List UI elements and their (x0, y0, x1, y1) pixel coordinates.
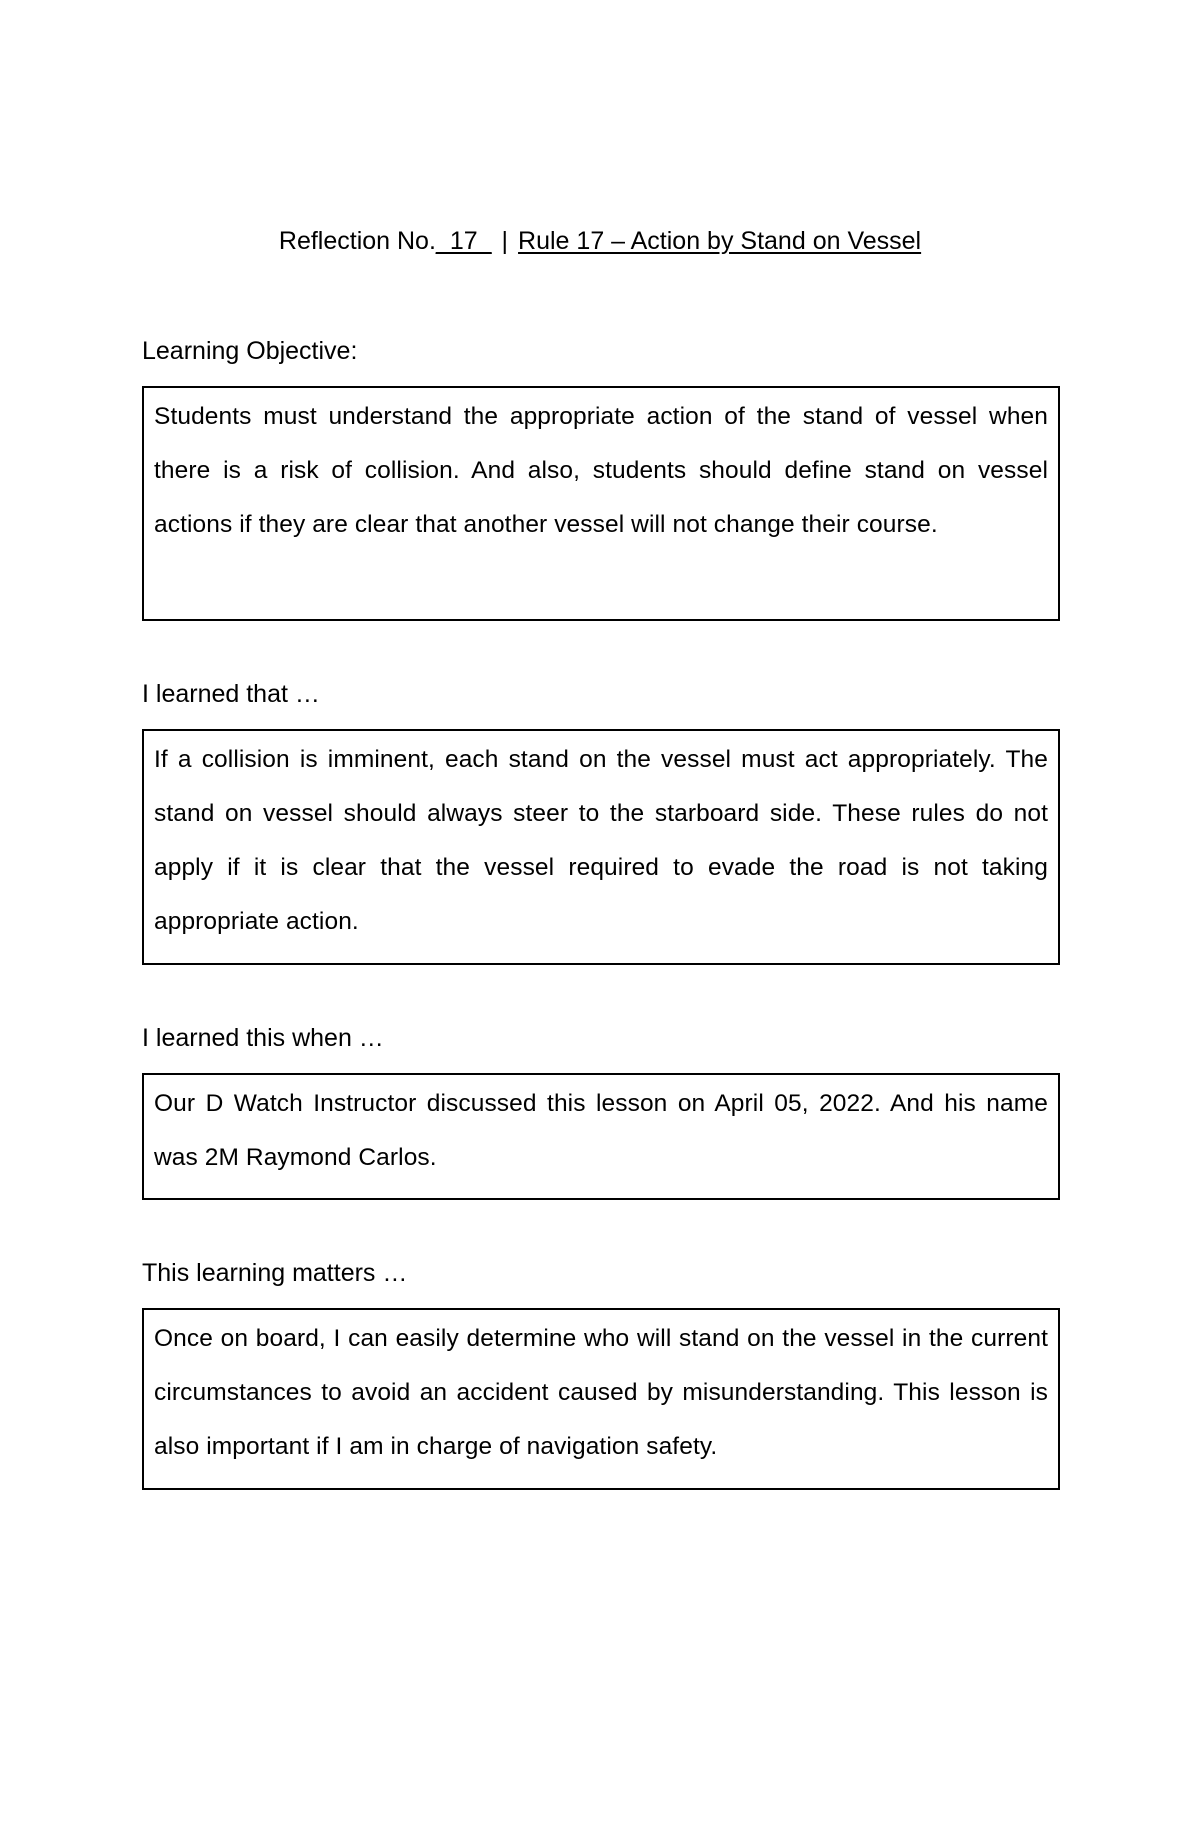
learned-that-text: If a collision is imminent, each stand on the vessel must act appropriately. The stand on vessel should always steer to the starboard side. These rules do not apply if it is clear that the vessel required to evade the road is not taking appropriate action. (154, 746, 1048, 935)
learning-objective-heading: Learning Objective: (142, 337, 358, 365)
page-title (0, 226, 1200, 256)
title-separator: | (501, 227, 509, 255)
reflection-number: _17_ (435, 227, 492, 255)
learning-objective-box (142, 386, 1060, 621)
learning-matters-text: Once on board, I can easily determine who will stand on the vessel in the current circumstances to avoid an accident caused by misunderstanding. This lesson is also important if I am in charge of navigation safety. (154, 1325, 1048, 1460)
learning-matters-heading: This learning matters … (142, 1259, 408, 1287)
title-prefix: Reflection No. (278, 227, 436, 255)
learned-when-box (142, 1073, 1060, 1200)
learning-matters-box (142, 1308, 1060, 1490)
learned-that-box (142, 729, 1060, 965)
learned-when-heading: I learned this when … (142, 1024, 384, 1052)
learning-objective-text: Students must understand the appropriate action of the stand of vessel when there is a risk of collision. And also, students should define stand on vessel actions if they are clear that another vessel will not change their course. (154, 403, 1048, 538)
learned-that-heading: I learned that … (142, 680, 320, 708)
rule-title: Rule 17 – Action by Stand on Vessel (518, 227, 922, 255)
learned-when-text: Our D Watch Instructor discussed this lesson on April 05, 2022. And his name was 2M Raymond Carlos. (154, 1090, 1048, 1171)
